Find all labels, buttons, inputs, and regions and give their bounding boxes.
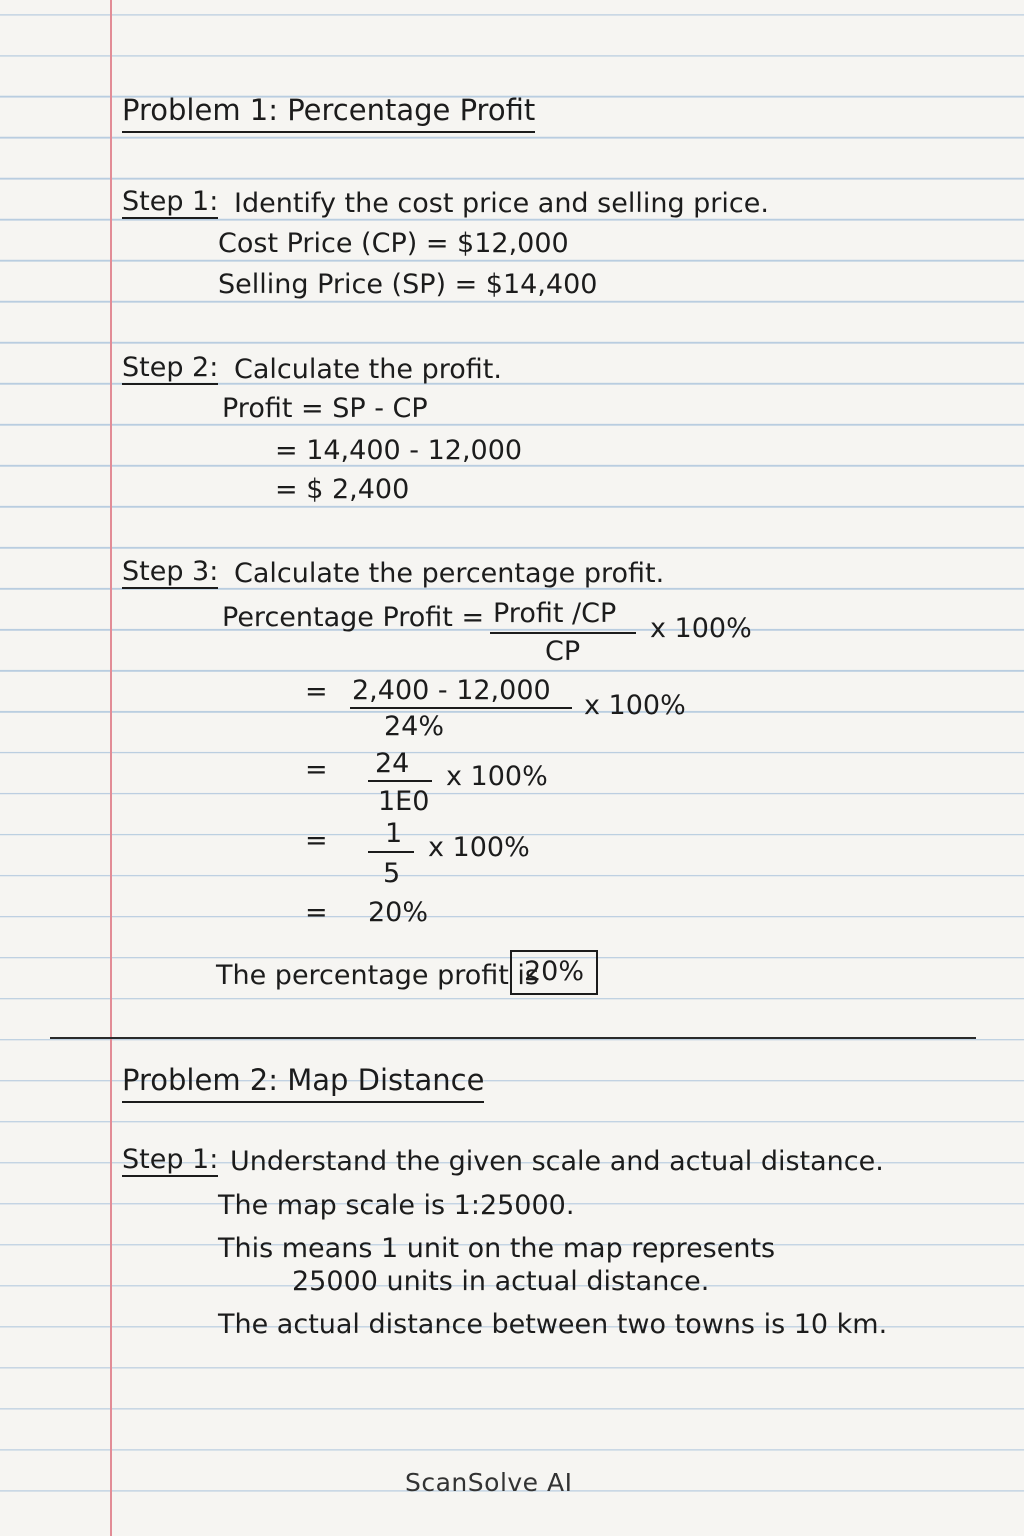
eq2-multiplier: x 100% (446, 761, 548, 792)
formula-numerator: Profit /CP (493, 598, 617, 629)
eq3-numerator: 1 (385, 818, 403, 849)
formula-fraction-bar (490, 632, 636, 634)
eq3-multiplier: x 100% (428, 832, 530, 863)
eq3-denominator: 5 (383, 858, 401, 889)
formula-multiplier: x 100% (650, 613, 752, 644)
eq1-fraction-bar (350, 707, 572, 709)
eq1-numerator: 2,400 - 12,000 (352, 675, 551, 706)
eq3-fraction-bar (368, 851, 414, 853)
eq3-sign: = (305, 825, 328, 856)
p1-step2-line3: = $ 2,400 (275, 474, 410, 505)
eq1-denominator: 24% (384, 711, 445, 742)
answer-text: The percentage profit is (216, 960, 539, 991)
p1-step3-text: Calculate the percentage profit. (234, 558, 665, 589)
p2-step1-label: Step 1: (122, 1144, 219, 1175)
p1-step1-label: Step 1: (122, 186, 219, 217)
eq4-sign: = (305, 897, 328, 928)
formula-lhs: Percentage Profit = (222, 602, 485, 633)
p1-step2-line2: = 14,400 - 12,000 (275, 435, 523, 466)
p2-step1-line4: The actual distance between two towns is 10 km. (218, 1309, 888, 1340)
eq2-numerator: 24 (375, 748, 410, 779)
answer-box: 20% (510, 950, 598, 995)
eq2-fraction-bar (368, 780, 432, 782)
p1-step3-label: Step 3: (122, 556, 219, 587)
p1-step1-text: Identify the cost price and selling price. (234, 188, 769, 219)
p2-step1-text: Understand the given scale and actual distance. (230, 1146, 884, 1177)
p1-step2-label: Step 2: (122, 352, 219, 383)
brand-watermark: ScanSolve AI (405, 1468, 573, 1497)
problem2-title: Problem 2: Map Distance (122, 1066, 484, 1103)
p2-step1-line1: The map scale is 1:25000. (218, 1190, 575, 1221)
p1-step1-line2: Selling Price (SP) = $14,400 (218, 269, 598, 300)
p1-step2-line1: Profit = SP - CP (222, 393, 428, 424)
problem-divider (50, 1037, 976, 1039)
eq2-denominator: 1E0 (378, 786, 430, 817)
p1-step1-line1: Cost Price (CP) = $12,000 (218, 228, 569, 259)
margin-line (110, 0, 112, 1536)
p2-step1-line3: 25000 units in actual distance. (292, 1266, 710, 1297)
eq2-sign: = (305, 754, 328, 785)
p2-step1-line2: This means 1 unit on the map represents (218, 1233, 776, 1264)
problem1-title: Problem 1: Percentage Profit (122, 96, 535, 133)
formula-denominator: CP (545, 636, 581, 667)
eq1-sign: = (305, 676, 328, 707)
eq1-multiplier: x 100% (584, 690, 686, 721)
p1-step2-text: Calculate the profit. (234, 354, 502, 385)
eq4-value: 20% (368, 897, 429, 928)
